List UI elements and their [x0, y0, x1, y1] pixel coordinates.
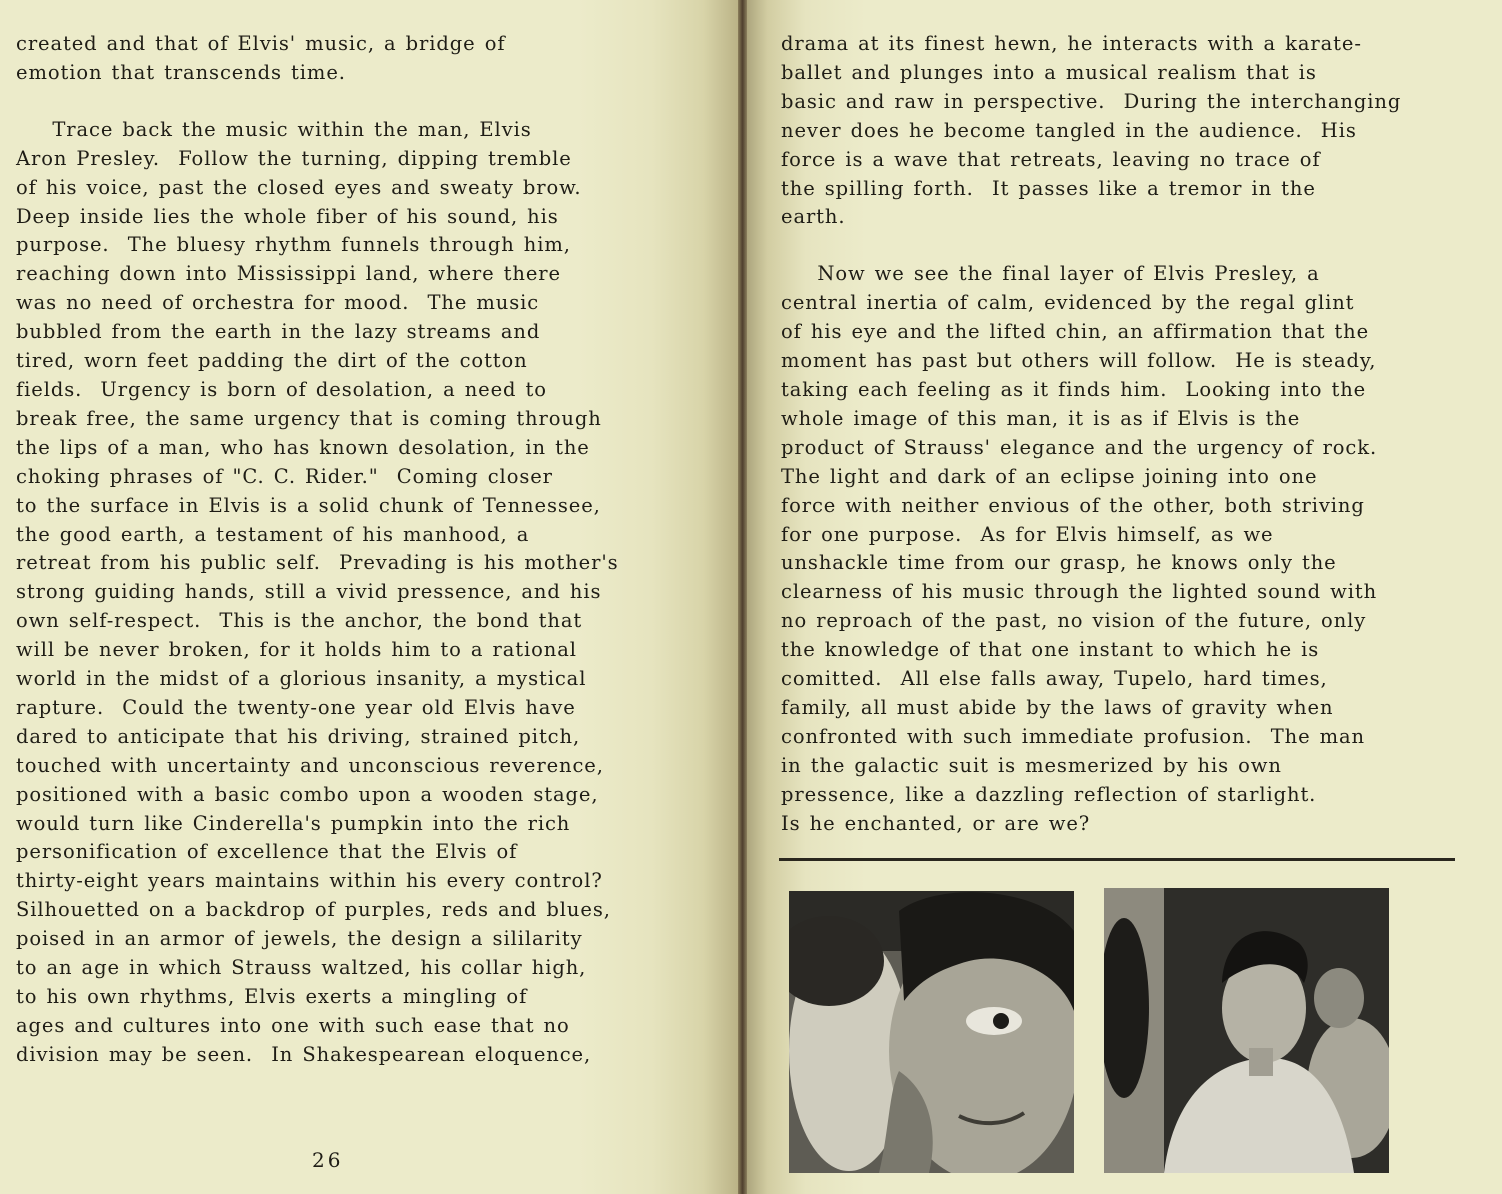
text-line: world in the midst of a glorious insanity, a mystical: [16, 667, 587, 691]
text-line: fields. Urgency is born of desolation, a need to: [16, 377, 547, 401]
left-paragraph-1: [16, 30, 619, 88]
text-line: unshackle time from our grasp, he knows only the: [781, 551, 1337, 575]
photo-elvis-portrait: [1104, 888, 1389, 1173]
text-line: would turn like Cinderella's pumpkin into the rich: [16, 811, 571, 835]
text-line: touched with uncertainty and unconscious reverence,: [16, 753, 604, 777]
text-line: never does he become tangled in the audience. His: [781, 118, 1357, 142]
text-line: Is he enchanted, or are we?: [781, 811, 1091, 835]
text-line: Aron Presley. Follow the turning, dipping tremble: [16, 146, 572, 170]
page-number: 26: [312, 1148, 344, 1172]
text-line: own self-respect. This is the anchor, the bond that: [16, 609, 583, 633]
text-line: clearness of his music through the lighted sound with: [781, 580, 1378, 604]
text-line: central inertia of calm, evidenced by the regal glint: [781, 291, 1355, 315]
right-page-text: [781, 30, 1401, 838]
text-line: in the galactic suit is mesmerized by his own: [781, 753, 1282, 777]
horizontal-rule: [779, 858, 1455, 861]
left-page-text: [16, 30, 619, 1070]
text-line: the lips of a man, who has known desolation, in the: [16, 435, 590, 459]
text-line: break free, the same urgency that is coming through: [16, 406, 602, 430]
text-line: strong guiding hands, still a vivid pressence, and his: [16, 580, 602, 604]
text-line: Now we see the final layer of Elvis Presley, a: [781, 262, 1320, 286]
text-line: of his voice, past the closed eyes and sweaty brow.: [16, 175, 582, 199]
right-paragraph-1: [781, 30, 1401, 232]
text-line: ballet and plunges into a musical realism that is: [781, 60, 1317, 84]
text-line: choking phrases of "C. C. Rider." Coming closer: [16, 464, 553, 488]
left-paragraph-2: [16, 116, 619, 1070]
text-line: personification of excellence that the Elvis of: [16, 840, 518, 864]
text-line: tired, worn feet padding the dirt of the cotton: [16, 349, 528, 373]
text-line: moment has past but others will follow. He is steady,: [781, 349, 1377, 373]
text-line: created and that of Elvis' music, a bridge of: [16, 32, 506, 55]
text-line: force with neither envious of the other, both striving: [781, 493, 1365, 517]
paragraph-gap: [16, 88, 619, 116]
text-line: retreat from his public self. Prevading is his mother's: [16, 551, 619, 575]
paragraph-gap: [781, 232, 1401, 260]
text-line: the good earth, a testament of his manhood, a: [16, 522, 530, 546]
text-line: will be never broken, for it holds him to a rational: [16, 638, 577, 662]
text-line: pressence, like a dazzling reflection of starlight.: [781, 782, 1317, 806]
text-line: confronted with such immediate profusion. The man: [781, 724, 1365, 748]
text-line: the knowledge of that one instant to which he is: [781, 638, 1320, 662]
right-paragraph-2: [781, 260, 1401, 838]
text-line: bubbled from the earth in the lazy streams and: [16, 320, 541, 344]
text-line: thirty-eight years maintains within his every control?: [16, 869, 603, 893]
text-line: to the surface in Elvis is a solid chunk of Tennessee,: [16, 493, 601, 517]
photo-2-image: [1104, 888, 1389, 1173]
text-line: no reproach of the past, no vision of the future, only: [781, 609, 1367, 633]
text-line: emotion that transcends time.: [16, 60, 346, 84]
text-line: division may be seen. In Shakespearean eloquence,: [16, 1042, 592, 1066]
text-line: rapture. Could the twenty-one year old Elvis have: [16, 695, 576, 719]
text-line: Trace back the music within the man, Elvis: [16, 117, 532, 141]
text-line: force is a wave that retreats, leaving no trace of: [781, 147, 1321, 171]
text-line: comitted. All else falls away, Tupelo, hard times,: [781, 667, 1328, 691]
text-line: Silhouetted on a backdrop of purples, reds and blues,: [16, 898, 611, 922]
text-line: whole image of this man, it is as if Elvis is the: [781, 406, 1301, 430]
text-line: family, all must abide by the laws of gravity when: [781, 695, 1334, 719]
text-line: purpose. The bluesy rhythm funnels through him,: [16, 233, 571, 257]
text-line: The light and dark of an eclipse joining into one: [781, 464, 1318, 488]
text-line: taking each feeling as it finds him. Looking into the: [781, 377, 1367, 401]
text-line: product of Strauss' elegance and the urgency of rock.: [781, 435, 1378, 459]
photo-elvis-kissed-on-cheek: [789, 891, 1074, 1173]
text-line: the spilling forth. It passes like a tremor in the: [781, 176, 1316, 200]
text-line: earth.: [781, 205, 846, 229]
text-line: for one purpose. As for Elvis himself, as we: [781, 522, 1274, 546]
text-line: reaching down into Mississippi land, where there: [16, 262, 561, 286]
text-line: poised in an armor of jewels, the design a sililarity: [16, 927, 583, 951]
text-line: to his own rhythms, Elvis exerts a mingling of: [16, 985, 528, 1008]
text-line: of his eye and the lifted chin, an affirmation that the: [781, 320, 1370, 344]
book-gutter: [738, 0, 747, 1194]
text-line: drama at its finest hewn, he interacts with a karate-: [781, 32, 1362, 55]
text-line: ages and cultures into one with such ease that no: [16, 1013, 570, 1037]
text-line: was no need of orchestra for mood. The music: [16, 291, 540, 315]
photo-1-image: [789, 891, 1074, 1173]
text-line: basic and raw in perspective. During the interchanging: [781, 89, 1402, 113]
text-line: to an age in which Strauss waltzed, his collar high,: [16, 956, 587, 980]
text-line: positioned with a basic combo upon a wooden stage,: [16, 782, 599, 806]
text-line: Deep inside lies the whole fiber of his sound, his: [16, 204, 559, 228]
text-line: dared to anticipate that his driving, strained pitch,: [16, 724, 581, 748]
